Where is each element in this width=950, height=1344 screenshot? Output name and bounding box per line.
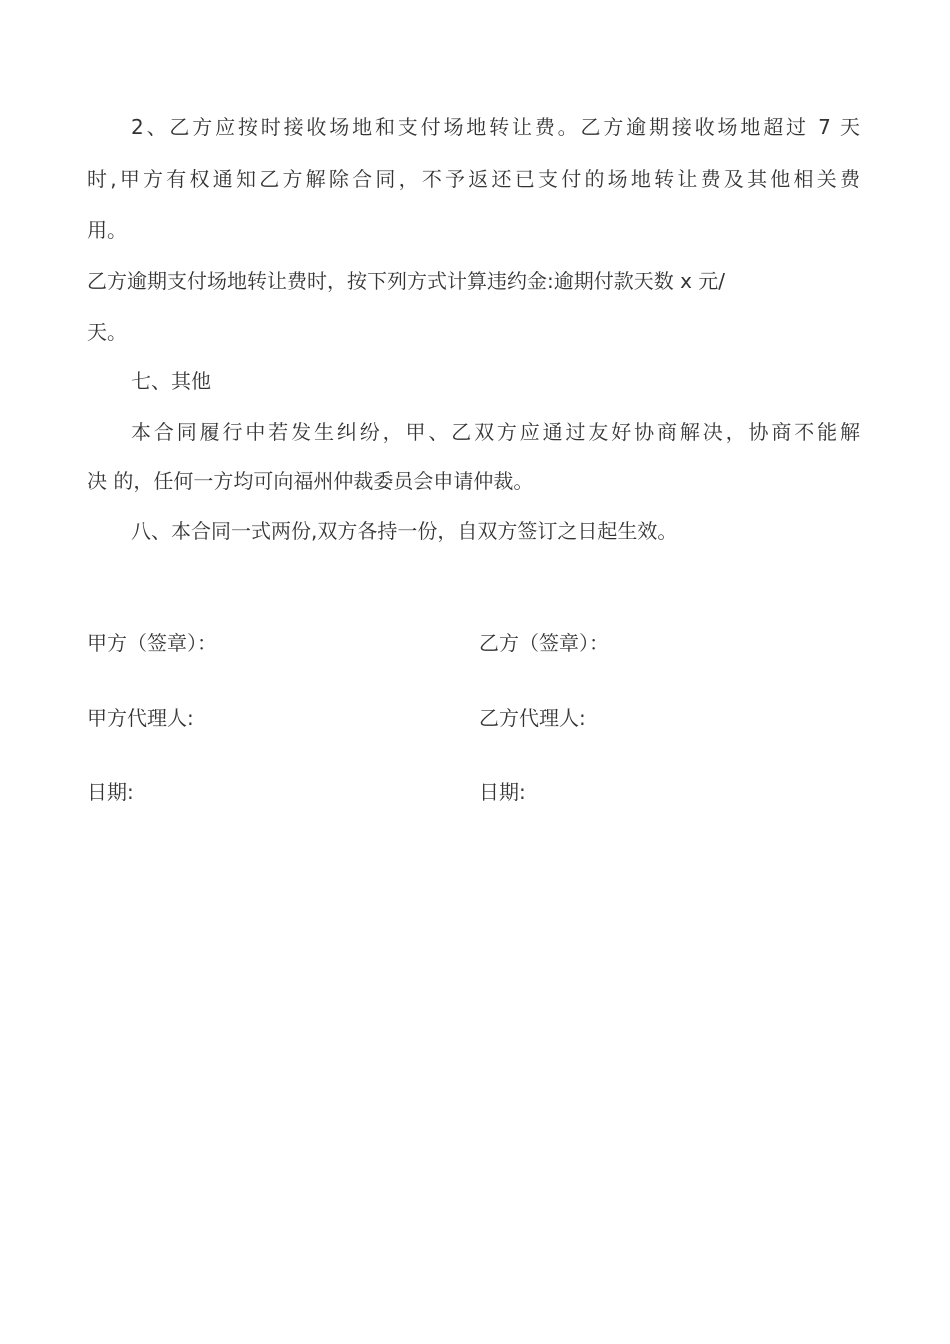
clause-payment-line-2: 时,甲方有权通知乙方解除合同，不予返还已支付的场地转让费及其他相关费 (87, 167, 860, 191)
party-a-seal-label: 甲方（签章）： (87, 631, 217, 655)
party-a-date-label: 日期: (87, 780, 134, 804)
section-other-line-2: 决 的，任何一方均可向福州仲裁委员会申请仲裁。 (87, 469, 534, 493)
section-other-line-1: 本合同履行中若发生纠纷，甲、乙双方应通过友好协商解决，协商不能解 (131, 420, 860, 444)
clause-payment-line-4: 乙方逾期支付场地转让费时，按下列方式计算违约金:逾期付款天数 x 元/ (87, 269, 726, 293)
clause-payment-line-3: 用。 (87, 218, 127, 242)
clause-payment-line-1: 2、乙方应按时接收场地和支付场地转让费。乙方逾期接收场地超过 7 天 (131, 115, 860, 139)
party-a-agent-label: 甲方代理人: (87, 706, 194, 730)
party-b-date-label: 日期: (479, 780, 526, 804)
party-b-seal-label: 乙方（签章）： (479, 631, 609, 655)
clause-payment-line-5: 天。 (87, 320, 127, 344)
section-other-heading: 七、其他 (131, 369, 211, 393)
party-b-agent-label: 乙方代理人: (479, 706, 586, 730)
section-eight-line-1: 八、本合同一式两份,双方各持一份，自双方签订之日起生效。 (131, 519, 678, 543)
